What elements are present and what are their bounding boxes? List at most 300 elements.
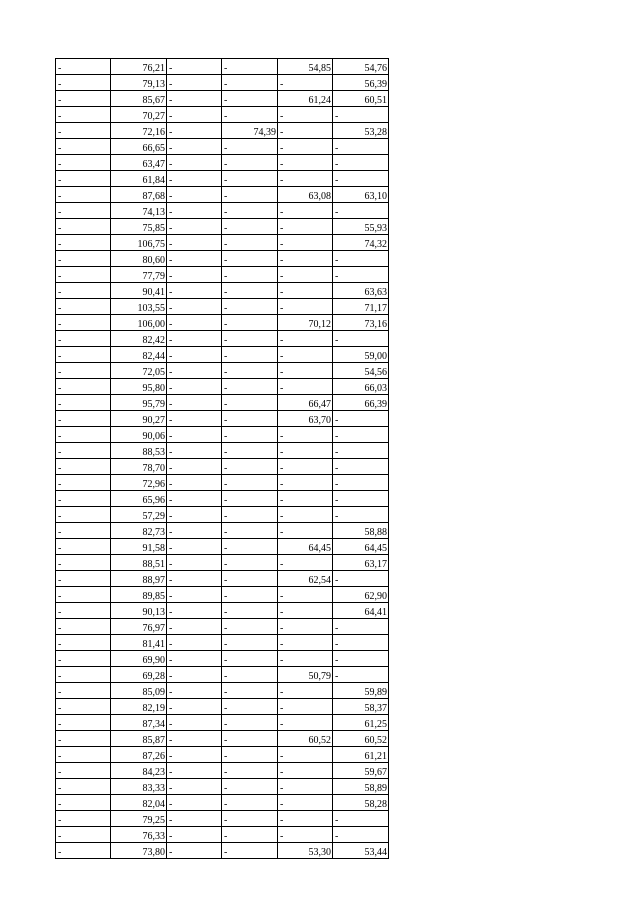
table-cell: -: [56, 123, 111, 139]
table-cell: -: [222, 827, 278, 843]
table-row: [56, 571, 389, 587]
table-cell: -: [167, 427, 222, 443]
table-row: [56, 699, 389, 715]
table-cell: -: [278, 427, 333, 443]
table-cell: -: [333, 811, 389, 827]
table-cell: -: [167, 491, 222, 507]
table-cell: 59,00: [333, 347, 389, 363]
table-cell: -: [278, 715, 333, 731]
table-cell: -: [278, 619, 333, 635]
table-cell: -: [167, 299, 222, 315]
table-row: [56, 267, 389, 283]
table-cell: -: [56, 699, 111, 715]
table-cell: -: [56, 555, 111, 571]
table-cell: 82,44: [111, 347, 167, 363]
table-cell: -: [222, 683, 278, 699]
table-cell: -: [333, 331, 389, 347]
table-cell: -: [222, 347, 278, 363]
table-cell: 88,53: [111, 443, 167, 459]
table-cell: -: [56, 539, 111, 555]
table-cell: 53,30: [278, 843, 333, 859]
table-cell: 82,04: [111, 795, 167, 811]
table-cell: -: [56, 715, 111, 731]
table-cell: 64,41: [333, 603, 389, 619]
table-cell: -: [167, 219, 222, 235]
table-cell: -: [222, 635, 278, 651]
table-cell: -: [222, 107, 278, 123]
table-row: [56, 395, 389, 411]
table-cell: -: [56, 139, 111, 155]
table-cell: -: [278, 507, 333, 523]
table-cell: 72,05: [111, 363, 167, 379]
table-cell: -: [278, 75, 333, 91]
table-cell: -: [333, 155, 389, 171]
table-cell: -: [56, 75, 111, 91]
table-cell: -: [222, 843, 278, 859]
table-cell: -: [278, 203, 333, 219]
table-cell: -: [167, 763, 222, 779]
table-cell: 60,52: [333, 731, 389, 747]
table-cell: -: [278, 683, 333, 699]
table-cell: -: [167, 555, 222, 571]
table-cell: 106,00: [111, 315, 167, 331]
table-cell: -: [56, 347, 111, 363]
table-cell: -: [56, 363, 111, 379]
table-cell: 66,39: [333, 395, 389, 411]
table-cell: 62,90: [333, 587, 389, 603]
table-cell: 64,45: [278, 539, 333, 555]
table-cell: -: [56, 203, 111, 219]
table-cell: -: [222, 587, 278, 603]
table-cell: -: [278, 475, 333, 491]
table-row: [56, 251, 389, 267]
table-cell: 53,28: [333, 123, 389, 139]
table-cell: -: [56, 795, 111, 811]
table-row: [56, 283, 389, 299]
table-cell: -: [56, 779, 111, 795]
table-row: [56, 635, 389, 651]
table-cell: 95,80: [111, 379, 167, 395]
table-cell: -: [333, 827, 389, 843]
table-row: [56, 299, 389, 315]
table-cell: -: [56, 59, 111, 75]
table-row: [56, 715, 389, 731]
table-cell: 61,24: [278, 91, 333, 107]
table-cell: -: [167, 91, 222, 107]
table-cell: -: [278, 443, 333, 459]
table-cell: 54,85: [278, 59, 333, 75]
table-row: [56, 459, 389, 475]
table-cell: 78,70: [111, 459, 167, 475]
table-row: [56, 331, 389, 347]
table-cell: 58,88: [333, 523, 389, 539]
table-cell: -: [222, 811, 278, 827]
table-cell: 90,13: [111, 603, 167, 619]
table-cell: -: [222, 267, 278, 283]
table-cell: -: [278, 139, 333, 155]
table-cell: -: [56, 283, 111, 299]
table-row: [56, 379, 389, 395]
table-cell: -: [222, 75, 278, 91]
table-cell: 70,12: [278, 315, 333, 331]
table-cell: 77,79: [111, 267, 167, 283]
table-cell: -: [222, 395, 278, 411]
table-cell: -: [167, 475, 222, 491]
table-cell: -: [56, 155, 111, 171]
table-cell: 95,79: [111, 395, 167, 411]
table-row: [56, 91, 389, 107]
table-cell: 63,17: [333, 555, 389, 571]
table-cell: 76,33: [111, 827, 167, 843]
table-cell: 63,08: [278, 187, 333, 203]
table-cell: 63,70: [278, 411, 333, 427]
table-cell: -: [222, 331, 278, 347]
table-cell: -: [333, 475, 389, 491]
table-cell: -: [56, 667, 111, 683]
table-cell: -: [222, 235, 278, 251]
table-cell: -: [333, 427, 389, 443]
table-cell: 90,41: [111, 283, 167, 299]
table-cell: -: [56, 459, 111, 475]
table-cell: -: [56, 187, 111, 203]
table-cell: -: [167, 571, 222, 587]
table-cell: 106,75: [111, 235, 167, 251]
table-cell: -: [56, 747, 111, 763]
table-cell: -: [56, 267, 111, 283]
table-cell: -: [222, 299, 278, 315]
data-table: [55, 58, 389, 859]
table-cell: -: [167, 523, 222, 539]
table-cell: 90,06: [111, 427, 167, 443]
table-cell: -: [222, 555, 278, 571]
table-cell: 58,89: [333, 779, 389, 795]
table-cell: 85,09: [111, 683, 167, 699]
table-cell: -: [278, 155, 333, 171]
table-row: [56, 683, 389, 699]
table-cell: -: [278, 235, 333, 251]
table-cell: 79,25: [111, 811, 167, 827]
table-cell: -: [167, 59, 222, 75]
table-row: [56, 139, 389, 155]
table-cell: -: [333, 203, 389, 219]
table-cell: -: [167, 651, 222, 667]
table-cell: -: [333, 171, 389, 187]
table-row: [56, 491, 389, 507]
table-cell: -: [167, 363, 222, 379]
table-row: [56, 619, 389, 635]
table-cell: -: [222, 203, 278, 219]
table-cell: -: [222, 571, 278, 587]
table-cell: 88,97: [111, 571, 167, 587]
table-cell: -: [167, 747, 222, 763]
table-cell: 66,03: [333, 379, 389, 395]
table-cell: -: [222, 619, 278, 635]
table-cell: -: [278, 299, 333, 315]
table-row: [56, 811, 389, 827]
table-cell: -: [167, 107, 222, 123]
table-row: [56, 219, 389, 235]
table-cell: -: [56, 827, 111, 843]
table-cell: 83,33: [111, 779, 167, 795]
table-cell: -: [333, 459, 389, 475]
table-cell: 65,96: [111, 491, 167, 507]
table-cell: -: [167, 811, 222, 827]
table-cell: -: [278, 811, 333, 827]
table-row: [56, 523, 389, 539]
table-cell: 69,28: [111, 667, 167, 683]
table-cell: -: [56, 379, 111, 395]
table-cell: -: [278, 651, 333, 667]
table-cell: -: [333, 651, 389, 667]
table-cell: -: [56, 91, 111, 107]
table-cell: -: [278, 635, 333, 651]
table-row: [56, 795, 389, 811]
table-cell: -: [222, 155, 278, 171]
table-cell: -: [56, 411, 111, 427]
table-cell: -: [167, 203, 222, 219]
table-cell: -: [333, 443, 389, 459]
table-cell: 66,65: [111, 139, 167, 155]
table-cell: 73,80: [111, 843, 167, 859]
table-cell: 50,79: [278, 667, 333, 683]
table-cell: -: [222, 363, 278, 379]
table-cell: -: [56, 635, 111, 651]
table-cell: 103,55: [111, 299, 167, 315]
table-cell: -: [278, 459, 333, 475]
table-cell: -: [222, 475, 278, 491]
table-cell: -: [222, 59, 278, 75]
table-cell: 72,96: [111, 475, 167, 491]
table-row: [56, 59, 389, 75]
table-cell: -: [222, 283, 278, 299]
table-cell: 60,51: [333, 91, 389, 107]
table-cell: -: [56, 251, 111, 267]
table-cell: -: [167, 827, 222, 843]
table-cell: -: [167, 443, 222, 459]
table-cell: -: [333, 507, 389, 523]
table-cell: -: [222, 491, 278, 507]
table-cell: -: [56, 587, 111, 603]
table-row: [56, 507, 389, 523]
table-row: [56, 203, 389, 219]
table-cell: -: [167, 139, 222, 155]
table-cell: -: [222, 427, 278, 443]
table-cell: 63,63: [333, 283, 389, 299]
table-cell: -: [56, 619, 111, 635]
table-cell: -: [56, 507, 111, 523]
table-cell: -: [222, 91, 278, 107]
table-cell: -: [167, 731, 222, 747]
table-cell: 64,45: [333, 539, 389, 555]
table-row: [56, 539, 389, 555]
table-cell: 57,29: [111, 507, 167, 523]
table-cell: -: [333, 491, 389, 507]
table-cell: -: [167, 667, 222, 683]
table-row: [56, 475, 389, 491]
table-cell: 74,13: [111, 203, 167, 219]
table-cell: -: [222, 747, 278, 763]
table-cell: -: [278, 123, 333, 139]
table-cell: -: [167, 347, 222, 363]
table-cell: -: [278, 267, 333, 283]
table-cell: -: [56, 731, 111, 747]
table-cell: -: [56, 331, 111, 347]
table-cell: -: [278, 347, 333, 363]
table-cell: 76,97: [111, 619, 167, 635]
table-cell: -: [56, 171, 111, 187]
table-row: [56, 747, 389, 763]
table-cell: -: [222, 667, 278, 683]
table-cell: -: [278, 379, 333, 395]
table-cell: 66,47: [278, 395, 333, 411]
table-row: [56, 427, 389, 443]
table-cell: -: [222, 603, 278, 619]
table-cell: -: [167, 779, 222, 795]
table-cell: 91,58: [111, 539, 167, 555]
table-cell: 80,60: [111, 251, 167, 267]
table-cell: -: [167, 411, 222, 427]
table-cell: 63,10: [333, 187, 389, 203]
table-row: [56, 763, 389, 779]
table-row: [56, 315, 389, 331]
table-row: [56, 443, 389, 459]
table-cell: -: [56, 763, 111, 779]
table-cell: -: [222, 315, 278, 331]
table-cell: -: [278, 363, 333, 379]
table-cell: -: [278, 779, 333, 795]
table-cell: -: [333, 667, 389, 683]
table-row: [56, 347, 389, 363]
table-row: [56, 75, 389, 91]
table-cell: -: [167, 171, 222, 187]
table-cell: -: [222, 171, 278, 187]
table-cell: -: [278, 491, 333, 507]
table-cell: -: [56, 107, 111, 123]
table-cell: 71,17: [333, 299, 389, 315]
table-cell: -: [222, 523, 278, 539]
table-cell: -: [333, 107, 389, 123]
table-cell: -: [167, 683, 222, 699]
table-row: [56, 779, 389, 795]
table-cell: -: [56, 395, 111, 411]
table-cell: -: [222, 651, 278, 667]
table-cell: -: [167, 507, 222, 523]
table-cell: -: [167, 619, 222, 635]
table-cell: -: [167, 843, 222, 859]
table-cell: 73,16: [333, 315, 389, 331]
table-cell: -: [167, 155, 222, 171]
table-cell: -: [167, 379, 222, 395]
table-cell: -: [56, 811, 111, 827]
table-cell: -: [56, 475, 111, 491]
table-cell: -: [222, 507, 278, 523]
table-cell: 74,32: [333, 235, 389, 251]
table-cell: -: [56, 651, 111, 667]
table-cell: 82,73: [111, 523, 167, 539]
table-cell: 58,37: [333, 699, 389, 715]
table-row: [56, 123, 389, 139]
table-row: [56, 555, 389, 571]
table-cell: -: [278, 555, 333, 571]
table-cell: -: [222, 763, 278, 779]
table-row: [56, 731, 389, 747]
table-cell: -: [333, 411, 389, 427]
table-cell: -: [167, 75, 222, 91]
table-cell: -: [222, 139, 278, 155]
table-row: [56, 187, 389, 203]
table-cell: 59,67: [333, 763, 389, 779]
table-cell: -: [278, 587, 333, 603]
table-cell: -: [167, 395, 222, 411]
table-cell: -: [167, 235, 222, 251]
table-cell: 61,21: [333, 747, 389, 763]
table-row: [56, 107, 389, 123]
table-cell: -: [56, 523, 111, 539]
table-cell: -: [278, 331, 333, 347]
table-cell: -: [278, 283, 333, 299]
table-row: [56, 171, 389, 187]
table-row: [56, 155, 389, 171]
table-cell: 87,26: [111, 747, 167, 763]
table-cell: -: [278, 107, 333, 123]
table-cell: 76,21: [111, 59, 167, 75]
table-cell: -: [222, 187, 278, 203]
table-row: [56, 667, 389, 683]
table-cell: -: [167, 715, 222, 731]
table-cell: 75,85: [111, 219, 167, 235]
table-cell: -: [333, 571, 389, 587]
table-cell: 53,44: [333, 843, 389, 859]
table-cell: -: [167, 539, 222, 555]
table-row: [56, 587, 389, 603]
table-cell: 60,52: [278, 731, 333, 747]
table-cell: -: [222, 699, 278, 715]
table-cell: 54,56: [333, 363, 389, 379]
table-cell: -: [278, 699, 333, 715]
table-cell: -: [222, 459, 278, 475]
table-cell: -: [333, 267, 389, 283]
table-cell: -: [56, 603, 111, 619]
table-cell: -: [278, 219, 333, 235]
table-cell: -: [56, 443, 111, 459]
table-cell: -: [56, 683, 111, 699]
table-cell: -: [167, 587, 222, 603]
table-cell: 62,54: [278, 571, 333, 587]
table-body: [56, 59, 389, 859]
table-cell: 89,85: [111, 587, 167, 603]
table-cell: 90,27: [111, 411, 167, 427]
table-cell: 58,28: [333, 795, 389, 811]
table-cell: -: [56, 491, 111, 507]
table-cell: 79,13: [111, 75, 167, 91]
table-cell: -: [278, 251, 333, 267]
table-cell: 87,34: [111, 715, 167, 731]
table-cell: -: [56, 843, 111, 859]
table-cell: -: [278, 763, 333, 779]
table-cell: 84,23: [111, 763, 167, 779]
table-cell: -: [222, 539, 278, 555]
table-cell: -: [167, 187, 222, 203]
table-cell: -: [333, 635, 389, 651]
table-cell: 88,51: [111, 555, 167, 571]
table-cell: -: [222, 379, 278, 395]
table-row: [56, 363, 389, 379]
table-cell: -: [278, 523, 333, 539]
table-row: [56, 843, 389, 859]
table-cell: 69,90: [111, 651, 167, 667]
table-row: [56, 827, 389, 843]
table-cell: 56,39: [333, 75, 389, 91]
